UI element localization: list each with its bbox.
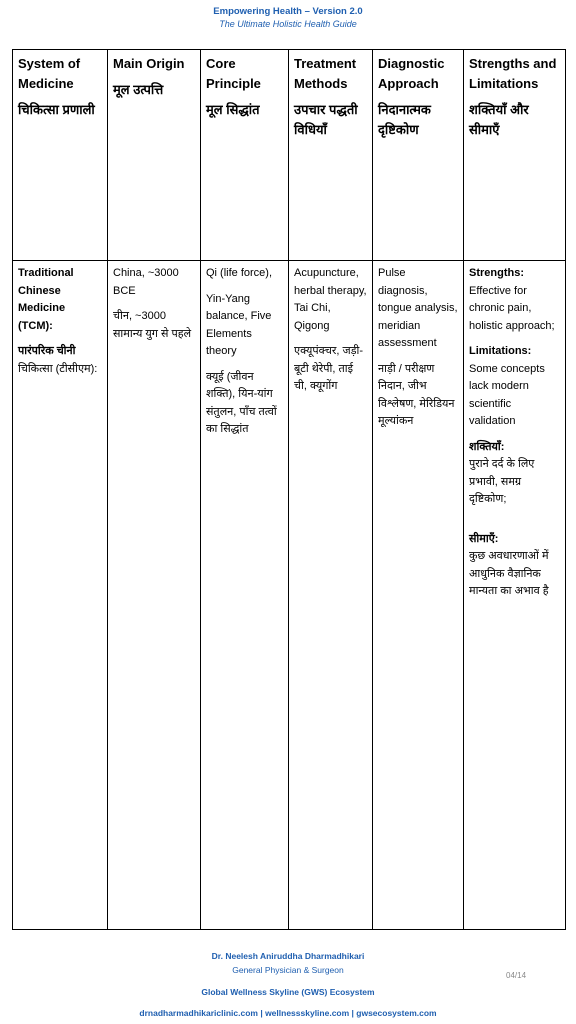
limitations-text-hi: कुछ अवधारणाओं में आधुनिक वैज्ञानिक मान्यता का अभाव है xyxy=(469,550,549,597)
header-subtitle: The Ultimate Holistic Health Guide xyxy=(219,19,357,29)
diagnostic-hi: नाड़ी / परीक्षण निदान, जीभ विश्लेषण, मेरिडियन मूल्यांकन xyxy=(378,362,455,427)
header-treatment xyxy=(289,50,373,261)
system-hi-bold: पारंपरिक चीनी xyxy=(18,345,76,357)
header-strengths-en: Strengths and Limitations xyxy=(469,56,557,91)
header-system xyxy=(13,50,108,261)
header-principle xyxy=(201,50,289,261)
system-en: Traditional Chinese Medicine (TCM): xyxy=(18,267,74,332)
cell-system xyxy=(13,261,108,930)
header-title: Empowering Health – Version 2.0 xyxy=(213,6,363,17)
cell-origin xyxy=(108,261,201,930)
origin-hi: चीन, ~3000 सामान्य युग से पहले xyxy=(113,310,192,340)
principle-en2: Yin-Yang balance, Five Elements theory xyxy=(206,292,272,357)
treatment-en: Acupuncture, herbal therapy, Tai Chi, Qigong xyxy=(294,267,367,332)
footer-author-name: Dr. Neelesh Aniruddha Dharmadhikari xyxy=(211,951,365,961)
header-principle-en: Core Principle xyxy=(206,56,261,91)
page-number: 04/14 xyxy=(506,971,527,980)
system-hi-rest: चिकित्सा (टीसीएम): xyxy=(18,362,98,375)
header-system-en: System of Medicine xyxy=(18,56,81,91)
limitations-label: Limitations: xyxy=(469,345,532,357)
header-strengths-hi: शक्तियाँ और सीमाएँ xyxy=(469,102,529,137)
header-treatment-en: Treatment Methods xyxy=(294,56,357,91)
header-system-hi: चिकित्सा प्रणाली xyxy=(18,102,95,117)
table-header-row xyxy=(13,50,566,261)
strengths-text-hi: पुराने दर्द के लिए प्रभावी, समग्र दृष्टिकोण; xyxy=(469,458,535,505)
header-treatment-hi: उपचार पद्धती विधियाँ xyxy=(294,102,358,137)
strengths-text: Effective for chronic pain, holistic approach; xyxy=(469,284,555,332)
header-origin-hi: मूल उत्पत्ति xyxy=(113,82,164,97)
header-diagnostic-hi: निदानात्मक दृष्टिकोण xyxy=(378,102,431,137)
treatment-hi: एक्यूपंक्चर, जड़ी-बूटी थेरेपी, ताई ची, क्यूगोंग xyxy=(294,345,364,392)
footer-ecosystem: Global Wellness Skyline (GWS) Ecosystem xyxy=(201,987,375,997)
strengths-label-hi: शक्तियाँ: xyxy=(469,440,505,453)
origin-en: China, ~3000 BCE xyxy=(113,267,179,297)
cell-diagnostic xyxy=(373,261,464,930)
comparison-table xyxy=(12,49,566,930)
footer-author-role: General Physician & Surgeon xyxy=(232,965,344,975)
header-principle-hi: मूल सिद्धांत xyxy=(206,102,260,117)
header-diagnostic xyxy=(373,50,464,261)
header-origin-en: Main Origin xyxy=(113,56,185,71)
cell-strengths xyxy=(464,261,566,930)
footer-links[interactable]: drnadharmadhikariclinic.com | wellnessskyline.com | gwsecosystem.com xyxy=(139,1008,437,1018)
limitations-label-hi: सीमाएँ: xyxy=(469,532,499,545)
header-strengths xyxy=(464,50,566,261)
header-diagnostic-en: Diagnostic Approach xyxy=(378,56,445,91)
cell-principle xyxy=(201,261,289,930)
cell-treatment xyxy=(289,261,373,930)
limitations-text: Some concepts lack modern scientific validation xyxy=(469,362,545,427)
table-row xyxy=(13,261,566,930)
header-origin xyxy=(108,50,201,261)
diagnostic-en: Pulse diagnosis, tongue analysis, meridian assessment xyxy=(378,267,458,349)
principle-hi: क्यूई (जीवन शक्ति), यिन-यांग संतुलन, पाँच तत्वों का सिद्धांत xyxy=(206,370,277,435)
strengths-label: Strengths: xyxy=(469,267,524,279)
principle-en1: Qi (life force), xyxy=(206,267,273,279)
